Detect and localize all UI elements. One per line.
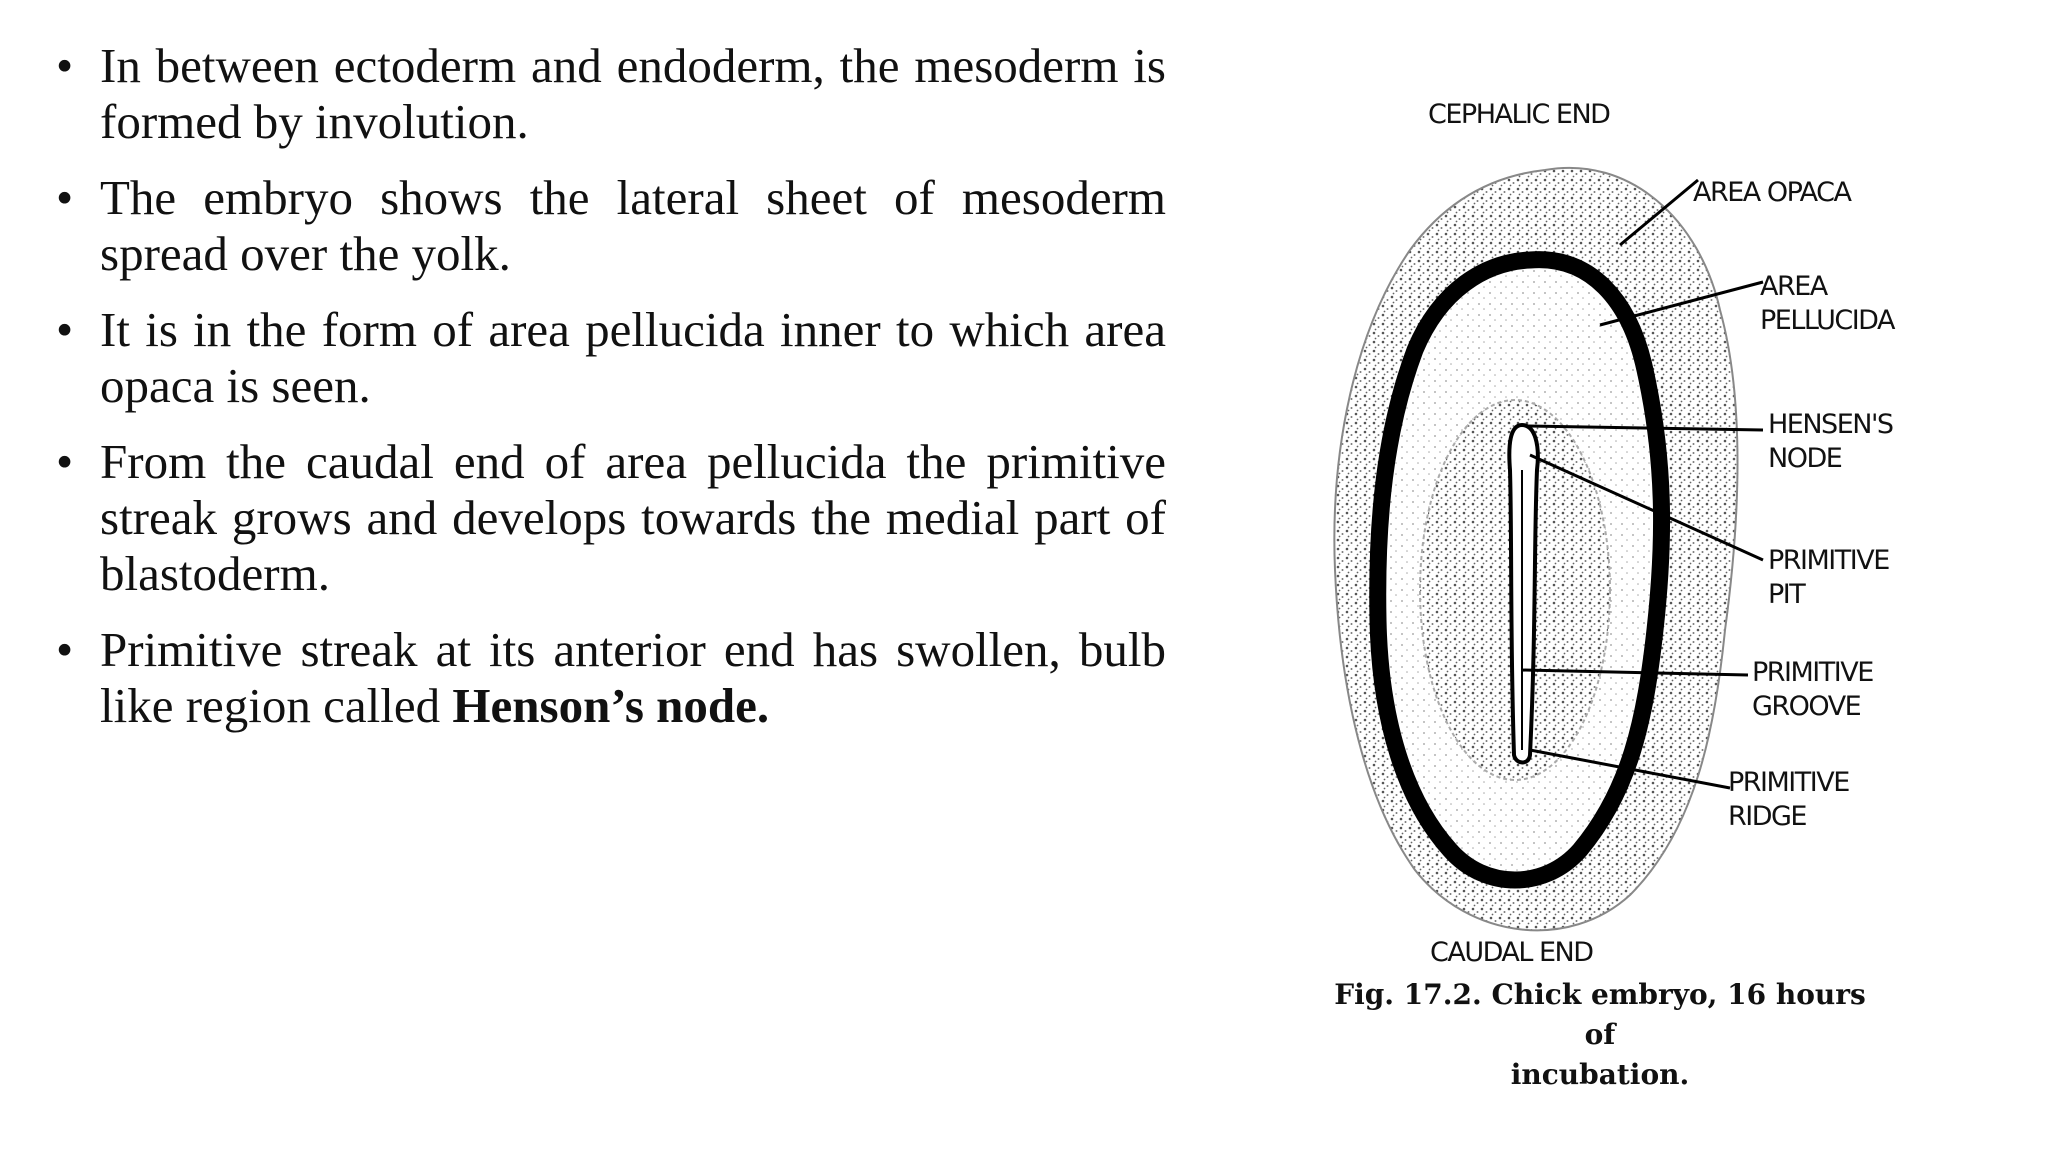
bullet-dot: • bbox=[56, 622, 74, 677]
chick-embryo-figure bbox=[1300, 70, 1940, 1090]
label-primitive-groove: PRIMITIVE GROOVE bbox=[1752, 657, 1873, 722]
bullet-item bbox=[56, 170, 1166, 282]
label-cephalic-end: CEPHALIC END bbox=[1428, 99, 1610, 130]
bullet-item bbox=[56, 38, 1166, 150]
label-caudal-end: CAUDAL END bbox=[1430, 937, 1593, 968]
bullet-item bbox=[56, 302, 1166, 414]
primitive-streak bbox=[1509, 425, 1538, 763]
figure-caption: Fig. 17.2. Chick embryo, 16 hours of incubation. bbox=[1334, 978, 1866, 1091]
bullet-text: The embryo shows the lateral sheet of mesoderm spread over the yolk. bbox=[100, 170, 1166, 281]
bullet-dot: • bbox=[56, 434, 74, 489]
bullet-list bbox=[56, 38, 1166, 754]
label-primitive-ridge: PRIMITIVE RIDGE bbox=[1728, 767, 1849, 832]
label-hensens-node: HENSEN'S NODE bbox=[1768, 409, 1893, 474]
bullet-text: From the caudal end of area pellucida the primitive streak grows and develops towards the medial part of blastoderm. bbox=[100, 434, 1166, 601]
label-area-opaca: AREA OPACA bbox=[1693, 177, 1851, 208]
bullet-text: In between ectoderm and endoderm, the mesoderm is formed by involution. bbox=[100, 38, 1166, 149]
bullet-bold-term: Henson’s node. bbox=[452, 678, 770, 733]
bullet-item bbox=[56, 622, 1166, 734]
bullet-dot: • bbox=[56, 302, 74, 357]
bullet-dot: • bbox=[56, 170, 74, 225]
label-area-pellucida: AREA PELLUCIDA bbox=[1760, 271, 1894, 336]
label-primitive-pit: PRIMITIVE PIT bbox=[1768, 545, 1889, 610]
bullet-dot: • bbox=[56, 38, 74, 93]
bullet-item bbox=[56, 434, 1166, 602]
bullet-text: It is in the form of area pellucida inner to which area opaca is seen. bbox=[100, 302, 1166, 413]
bullet-text: Primitive streak at its anterior end has swollen, bulb like region called bbox=[100, 622, 1166, 733]
